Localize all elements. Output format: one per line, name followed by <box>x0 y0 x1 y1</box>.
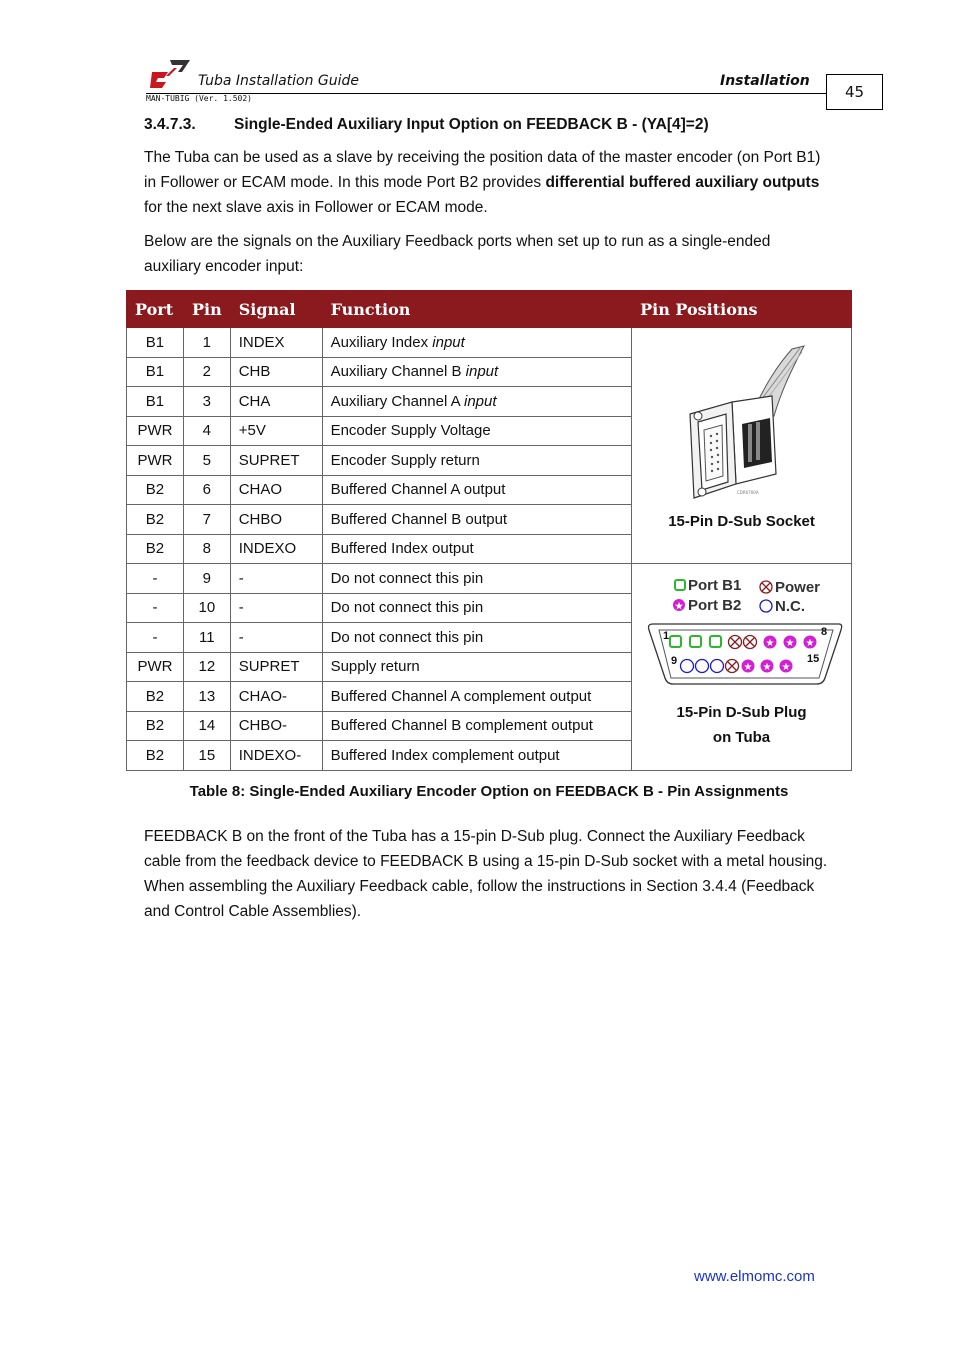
d-sub-socket-connector-icon <box>642 334 842 509</box>
socket-figure-cell <box>632 328 852 564</box>
cell-function <box>322 328 632 358</box>
cell-signal: INDEXO- <box>230 741 322 771</box>
col-header-function: Function <box>322 291 632 328</box>
cell-port: B2 <box>127 741 184 771</box>
col-header-port: Port <box>127 291 184 328</box>
cell-signal: CHBO- <box>230 711 322 741</box>
cell-signal: CHAO- <box>230 682 322 712</box>
intro-text-a: The Tuba can be used as a slave by receiving the position data of the master encoder (on Port B1) in Follower or ECAM mode. In this mode Port B2 provides <box>144 149 821 191</box>
cell-signal: - <box>230 593 322 623</box>
section-heading <box>144 116 709 134</box>
cell-function: Buffered Channel A output <box>322 475 632 505</box>
svg-text:★: ★ <box>781 662 791 673</box>
intro-text-bold: differential buffered auxiliary outputs <box>545 174 820 191</box>
col-header-pin: Pin <box>183 291 230 328</box>
plug-number-1: 1 <box>662 630 669 642</box>
cell-pin: 12 <box>183 652 230 682</box>
cell-function: Do not connect this pin <box>322 564 632 594</box>
svg-text:★: ★ <box>762 662 772 673</box>
legend-power: Power <box>774 579 820 596</box>
cell-port: B2 <box>127 682 184 712</box>
cell-pin: 5 <box>183 446 230 476</box>
cell-pin: 3 <box>183 387 230 417</box>
svg-text:★: ★ <box>785 638 795 649</box>
plug-label-line-2: on Tuba <box>712 729 771 746</box>
pin-assignment-table <box>126 290 852 771</box>
function-text: Auxiliary Channel B <box>330 363 466 381</box>
cell-port: PWR <box>127 652 184 682</box>
doc-title: Tuba Installation Guide <box>198 73 360 89</box>
header-section-name: Installation <box>720 73 810 89</box>
cell-pin: 4 <box>183 416 230 446</box>
table-row <box>127 564 852 594</box>
intro-text-b: for the next slave axis in Follower or ECAM mode. <box>144 199 488 216</box>
col-header-signal: Signal <box>230 291 322 328</box>
cell-port: B2 <box>127 534 184 564</box>
svg-text:★: ★ <box>674 601 683 611</box>
cell-function <box>322 387 632 417</box>
section-number: 3.4.7.3. <box>144 116 196 133</box>
function-text: Auxiliary Channel A <box>330 392 464 410</box>
cell-port: - <box>127 593 184 623</box>
table-caption: Table 8: Single-Ended Auxiliary Encoder Option on FEEDBACK B - Pin Assignments <box>189 783 789 800</box>
cell-function: Do not connect this pin <box>322 623 632 653</box>
cell-signal: CHA <box>230 387 322 417</box>
cell-port: B2 <box>127 711 184 741</box>
function-text: Auxiliary Index <box>330 333 433 351</box>
cell-port: B1 <box>127 357 184 387</box>
function-italic: input <box>432 333 465 351</box>
plug-label-line-1: 15-Pin D-Sub Plug <box>676 704 807 721</box>
legend-port-b2: Port B2 <box>687 597 741 614</box>
page-number: 45 <box>826 74 883 110</box>
svg-text:★: ★ <box>743 662 753 673</box>
d-sub-plug-pinout-icon <box>637 572 847 700</box>
svg-text:★: ★ <box>805 638 815 649</box>
plug-figure-cell <box>632 564 852 771</box>
cell-pin: 14 <box>183 711 230 741</box>
cell-pin: 10 <box>183 593 230 623</box>
cell-function: Buffered Channel A complement output <box>322 682 632 712</box>
cell-port: B1 <box>127 328 184 358</box>
plug-number-15: 15 <box>806 653 819 665</box>
table-row <box>127 328 852 358</box>
cell-function: Buffered Index complement output <box>322 741 632 771</box>
cell-pin: 13 <box>183 682 230 712</box>
cell-port: PWR <box>127 446 184 476</box>
cell-pin: 11 <box>183 623 230 653</box>
cell-port: B2 <box>127 505 184 535</box>
cell-function: Supply return <box>322 652 632 682</box>
cell-pin: 2 <box>183 357 230 387</box>
cell-function: Buffered Channel B complement output <box>322 711 632 741</box>
col-header-pin-positions: Pin Positions <box>632 291 852 328</box>
cell-signal: INDEX <box>230 328 322 358</box>
cell-signal: SUPRET <box>230 446 322 476</box>
cell-signal: CHAO <box>230 475 322 505</box>
plug-number-8: 8 <box>820 626 827 638</box>
intro-paragraph-2: Below are the signals on the Auxiliary Feedback ports when set up to run as a single-ended auxiliary encoder input: <box>144 233 771 275</box>
cell-signal: +5V <box>230 416 322 446</box>
cell-signal: CHBO <box>230 505 322 535</box>
cell-signal: - <box>230 623 322 653</box>
cell-function: Buffered Channel B output <box>322 505 632 535</box>
cell-pin: 8 <box>183 534 230 564</box>
cell-port: PWR <box>127 416 184 446</box>
cell-function: Encoder Supply Voltage <box>322 416 632 446</box>
cell-function: Buffered Index output <box>322 534 632 564</box>
cell-pin: 6 <box>183 475 230 505</box>
footer-website-link[interactable]: www.elmomc.com <box>694 1268 815 1285</box>
doc-version: MAN-TUBIG (Ver. 1.502) <box>146 94 252 103</box>
cell-function: Do not connect this pin <box>322 593 632 623</box>
cell-pin: 15 <box>183 741 230 771</box>
plug-number-9: 9 <box>670 655 677 667</box>
cell-pin: 1 <box>183 328 230 358</box>
cell-signal: - <box>230 564 322 594</box>
svg-text:★: ★ <box>765 638 775 649</box>
function-italic: input <box>463 392 497 410</box>
cell-function <box>322 357 632 387</box>
intro-paragraph-1 <box>144 145 830 220</box>
elmo-logo <box>148 58 192 90</box>
svg-text:CDR0700A: CDR0700A <box>736 490 759 495</box>
cell-function: Encoder Supply return <box>322 446 632 476</box>
cell-signal: CHB <box>230 357 322 387</box>
cell-pin: 9 <box>183 564 230 594</box>
cell-pin: 7 <box>183 505 230 535</box>
page-header <box>146 56 882 108</box>
cell-port: - <box>127 623 184 653</box>
socket-label: 15-Pin D-Sub Socket <box>668 513 815 530</box>
cell-signal: INDEXO <box>230 534 322 564</box>
cell-port: - <box>127 564 184 594</box>
legend-nc: N.C. <box>774 598 805 615</box>
body-paragraph-3: FEEDBACK B on the front of the Tuba has a 15-pin D-Sub plug. Connect the Auxiliary Feedback cable from the feedback device to FEEDBACK B using a 15-pin D-Sub socket with a metal housing. When assembling the Auxiliary Feedback cable, follow the instructions in Section 3.4.4 (Feedback and Control Cable Assemblies). <box>144 828 828 920</box>
section-title: Single-Ended Auxiliary Input Option on FEEDBACK B - (YA[4]=2) <box>234 116 709 133</box>
legend-port-b1: Port B1 <box>687 577 741 594</box>
function-italic: input <box>465 363 499 381</box>
table-header-row <box>127 291 852 328</box>
cell-port: B2 <box>127 475 184 505</box>
cell-port: B1 <box>127 387 184 417</box>
cell-signal: SUPRET <box>230 652 322 682</box>
